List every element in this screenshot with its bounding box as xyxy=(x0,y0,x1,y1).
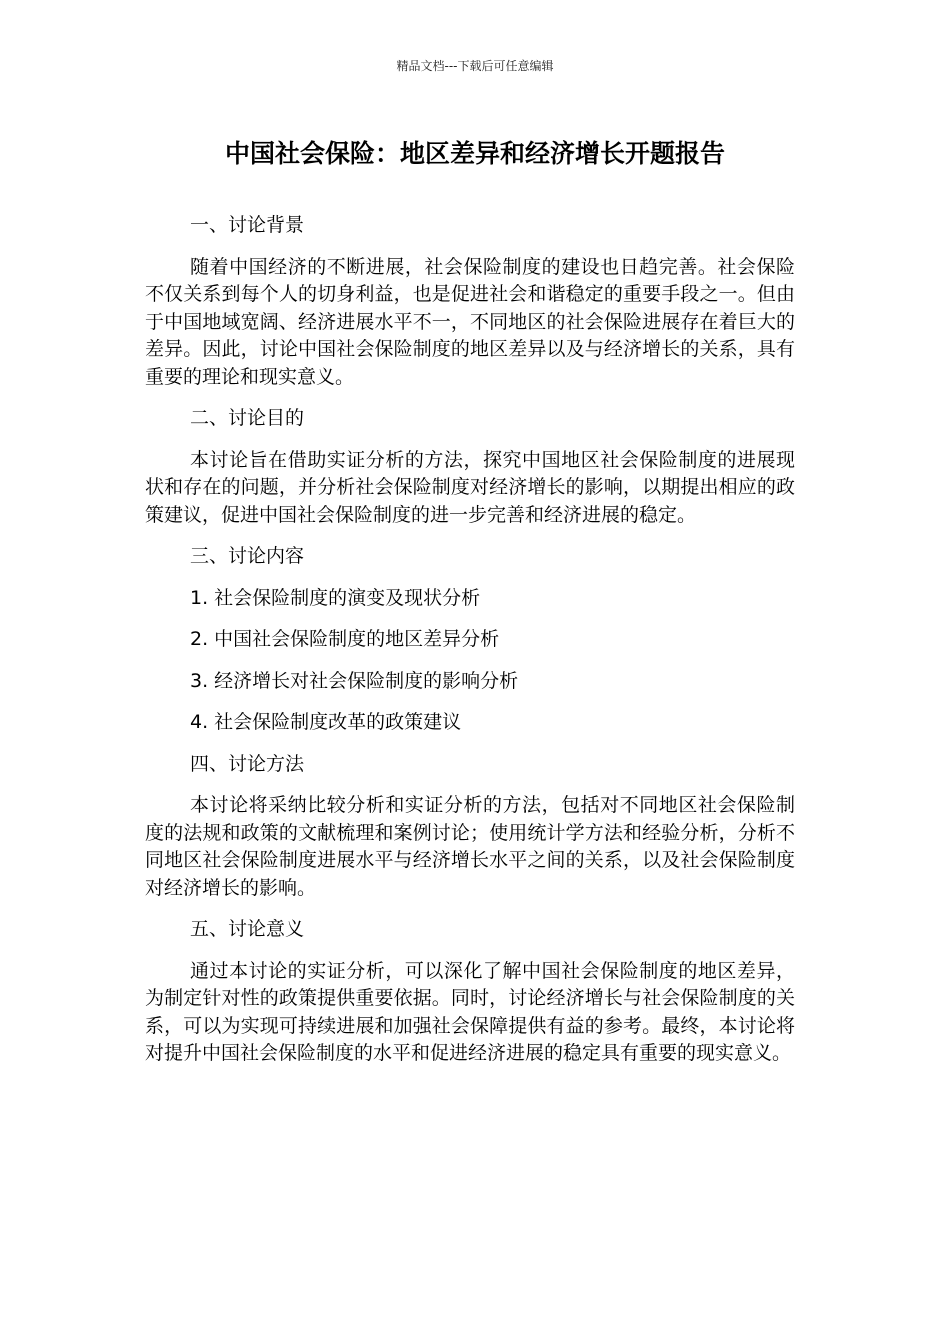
content-list-item: 2. 中国社会保险制度的地区差异分析 xyxy=(190,628,500,650)
paragraph-significance: 通过本讨论的实证分析，可以深化了解中国社会保险制度的地区差异，为制定针对性的政策提供重要依据。同时，讨论经济增长与社会保险制度的关系，可以为实现可持续进展和加强社会保障提供有益的参考。最终，本讨论将对提升中国社会保险制度的水平和促进经济进展的稳定具有重要的现实意义。 xyxy=(145,959,795,1064)
content-list-item: 1. 社会保险制度的演变及现状分析 xyxy=(190,586,481,609)
content-list-item: 3. 经济增长对社会保险制度的影响分析 xyxy=(190,669,519,692)
paragraph-purpose: 本讨论旨在借助实证分析的方法，探究中国地区社会保险制度的进展现状和存在的问题，并分析社会保险制度对经济增长的影响，以期提出相应的政策建议，促进中国社会保险制度的进一步完善和经济进展的稳定。 xyxy=(145,448,795,526)
document-title: 中国社会保险：地区差异和经济增长开题报告 xyxy=(224,139,725,168)
section-heading-significance: 五、讨论意义 xyxy=(190,918,305,940)
document-body xyxy=(145,212,795,1082)
paragraph-background: 随着中国经济的不断进展，社会保险制度的建设也日趋完善。社会保险不仅关系到每个人的切身利益，也是促进社会和谐稳定的重要手段之一。但由于中国地域宽阔、经济进展水平不一，不同地区的社会保险进展存在着巨大的差异。因此，讨论中国社会保险制度的地区差异以及与经济增长的关系，具有重要的理论和现实意义。 xyxy=(145,255,795,388)
paragraph-method: 本讨论将采纳比较分析和实证分析的方法，包括对不同地区社会保险制度的法规和政策的文献梳理和案例讨论；使用统计学方法和经验分析，分析不同地区社会保险制度进展水平与经济增长水平之间的关系，以及社会保险制度对经济增长的影响。 xyxy=(145,794,795,899)
content-list-item: 4. 社会保险制度改革的政策建议 xyxy=(190,711,462,733)
section-heading-purpose: 二、讨论目的 xyxy=(190,407,305,429)
page-header: 精品文档---下载后可任意编辑 xyxy=(396,59,554,73)
section-heading-content: 三、讨论内容 xyxy=(190,545,305,567)
section-heading-method: 四、讨论方法 xyxy=(190,752,305,775)
section-heading-background: 一、讨论背景 xyxy=(190,214,305,236)
